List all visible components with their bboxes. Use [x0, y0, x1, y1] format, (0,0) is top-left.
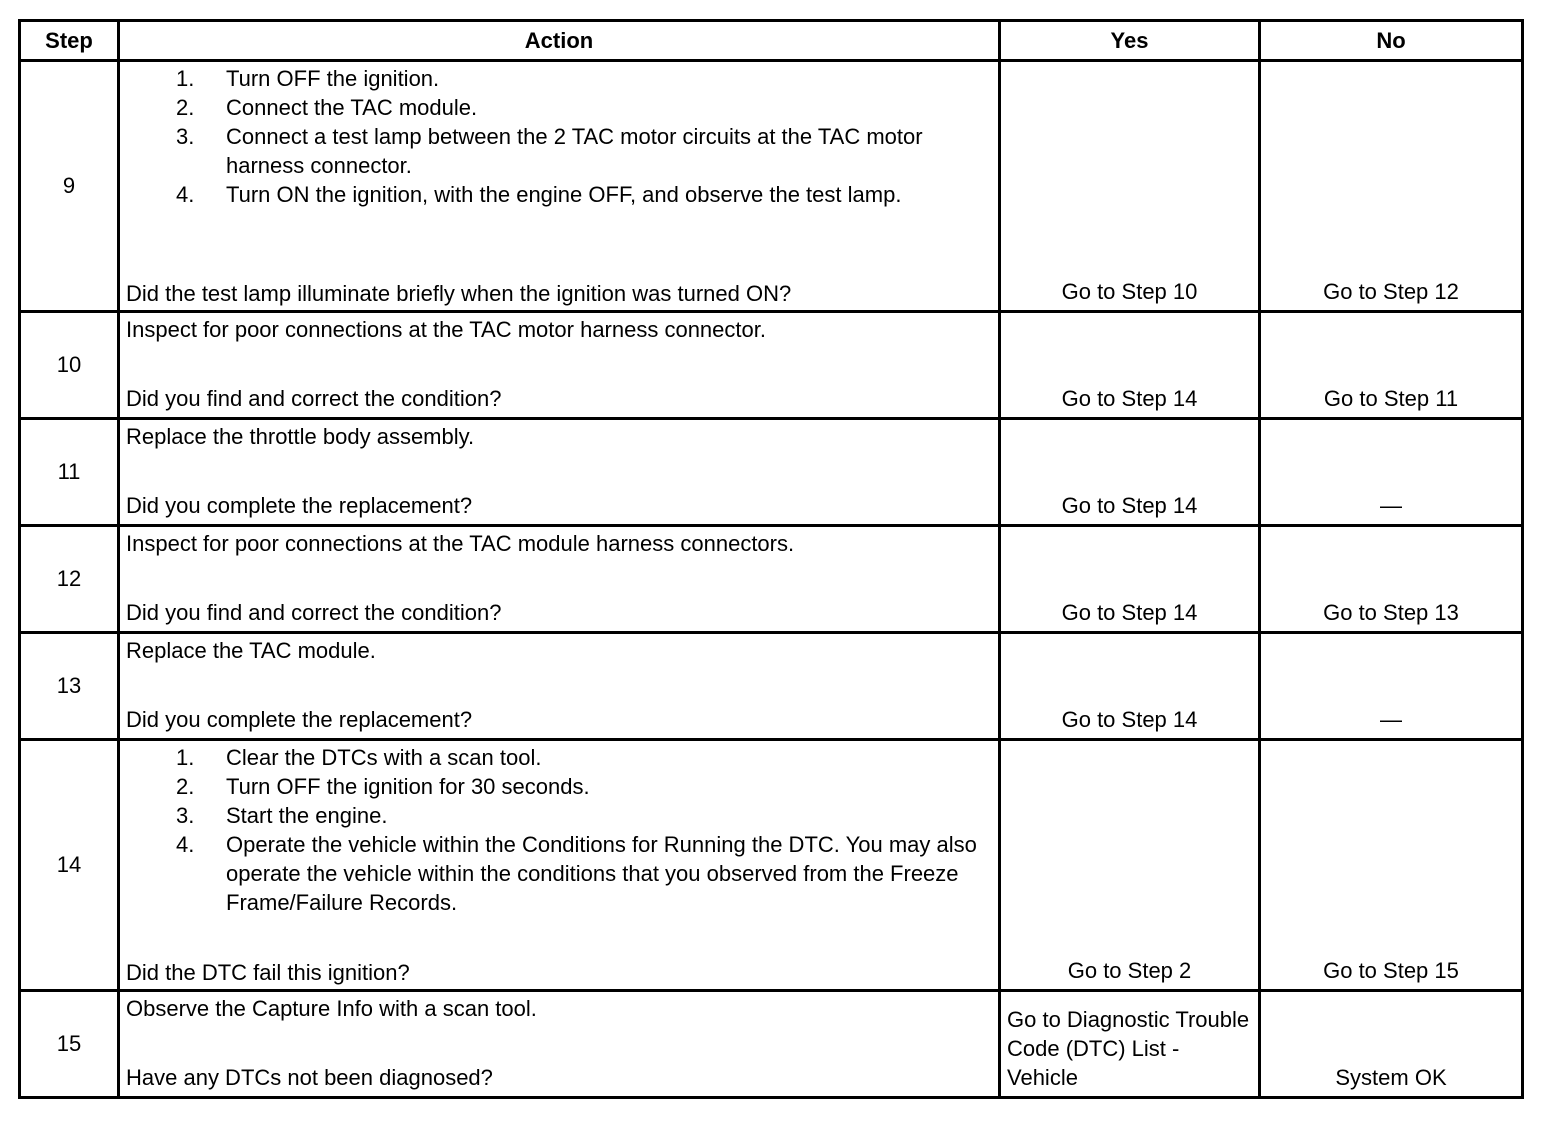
action-cell	[119, 991, 1000, 1098]
diagnostic-table	[18, 19, 1524, 1099]
step-number: 14	[20, 740, 119, 991]
action-cell	[119, 526, 1000, 633]
yes-cell	[1000, 740, 1260, 991]
yes-cell	[1000, 633, 1260, 740]
no-result: —	[1380, 493, 1402, 518]
yes-cell	[1000, 419, 1260, 526]
yes-result: Go to Step 14	[1061, 707, 1198, 732]
no-cell	[1260, 526, 1523, 633]
action-steps-list	[120, 64, 998, 209]
step-number: 13	[20, 633, 119, 740]
table-row	[20, 61, 1523, 312]
yes-result: Go to Step 14	[1061, 386, 1198, 411]
list-item: 4. Turn ON the ignition, with the engine OFF, and observe the test lamp.	[176, 182, 902, 207]
no-cell	[1260, 633, 1523, 740]
yes-result: Go to Step 2	[1067, 958, 1192, 983]
no-cell	[1260, 312, 1523, 419]
no-cell	[1260, 419, 1523, 526]
action-question: Did you find and correct the condition?	[126, 386, 502, 411]
table-row	[20, 740, 1523, 991]
action-steps-list	[120, 743, 998, 917]
no-result: Go to Step 11	[1323, 386, 1459, 411]
action-question: Did you complete the replacement?	[126, 493, 473, 518]
yes-cell	[1000, 991, 1260, 1098]
yes-result: Go to Step 10	[1061, 279, 1198, 304]
header-yes: Yes	[1000, 21, 1260, 61]
list-item: 4. Operate the vehicle within the Conditions for Running the DTC. You may also operate the vehicle within the conditions that you observed from the Freeze Frame/Failure Records.	[176, 832, 977, 915]
step-number: 15	[20, 991, 119, 1098]
table-row	[20, 312, 1523, 419]
no-result: Go to Step 13	[1323, 600, 1459, 625]
no-cell	[1260, 61, 1523, 312]
table-row	[20, 526, 1523, 633]
step-number: 11	[20, 419, 119, 526]
action-cell	[119, 419, 1000, 526]
list-item: 1. Clear the DTCs with a scan tool.	[176, 745, 542, 770]
no-result: Go to Step 15	[1323, 958, 1459, 983]
list-item: 3. Connect a test lamp between the 2 TAC motor circuits at the TAC motor harness connector.	[176, 124, 923, 178]
action-instruction: Replace the TAC module.	[126, 638, 376, 663]
action-question: Have any DTCs not been diagnosed?	[126, 1065, 493, 1090]
no-cell	[1260, 991, 1523, 1098]
action-question: Did you find and correct the condition?	[126, 600, 502, 625]
no-result: —	[1380, 707, 1402, 732]
yes-result: Go to Step 14	[1061, 493, 1198, 518]
header-action: Action	[119, 21, 1000, 61]
yes-result: Go to Step 14	[1061, 600, 1198, 625]
action-instruction: Inspect for poor connections at the TAC motor harness connector.	[126, 317, 766, 342]
no-result: Go to Step 12	[1323, 279, 1459, 304]
no-result: System OK	[1335, 1065, 1447, 1090]
action-instruction: Inspect for poor connections at the TAC module harness connectors.	[126, 531, 795, 556]
action-question: Did the DTC fail this ignition?	[126, 960, 410, 985]
action-question: Did you complete the replacement?	[126, 707, 473, 732]
step-number: 9	[20, 61, 119, 312]
action-question: Did the test lamp illuminate briefly when the ignition was turned ON?	[126, 281, 792, 306]
header-no: No	[1260, 21, 1523, 61]
action-cell	[119, 61, 1000, 312]
action-cell	[119, 740, 1000, 991]
table-row	[20, 419, 1523, 526]
list-item: 2. Connect the TAC module.	[176, 95, 478, 120]
table-row	[20, 991, 1523, 1098]
action-instruction: Replace the throttle body assembly.	[126, 424, 475, 449]
action-cell	[119, 633, 1000, 740]
table-row	[20, 633, 1523, 740]
action-cell	[119, 312, 1000, 419]
yes-cell	[1000, 312, 1260, 419]
header-step: Step	[20, 21, 119, 61]
action-instruction: Observe the Capture Info with a scan tool.	[126, 996, 537, 1021]
yes-result: Go to Diagnostic Trouble Code (DTC) List - Vehicle	[1007, 1007, 1250, 1090]
list-item: 1. Turn OFF the ignition.	[176, 66, 440, 91]
step-number: 12	[20, 526, 119, 633]
no-cell	[1260, 740, 1523, 991]
list-item: 3. Start the engine.	[176, 803, 388, 828]
step-number: 10	[20, 312, 119, 419]
header-row	[20, 21, 1523, 61]
list-item: 2. Turn OFF the ignition for 30 seconds.	[176, 774, 590, 799]
yes-cell	[1000, 526, 1260, 633]
yes-cell	[1000, 61, 1260, 312]
